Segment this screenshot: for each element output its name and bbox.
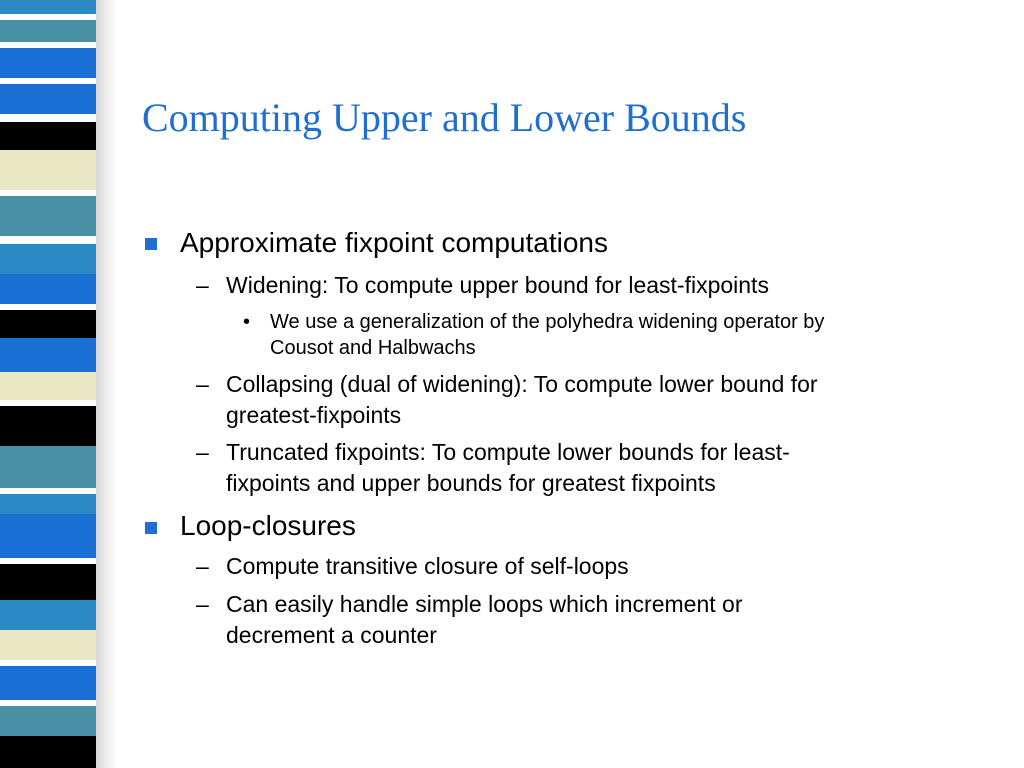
sub-bullet-item: Widening: To compute upper bound for least-fixpoints <box>226 272 769 298</box>
bullet-item: Loop-closures <box>180 510 356 541</box>
square-bullet-icon <box>145 238 157 250</box>
sub-bullet-line: greatest-fixpoints <box>226 402 402 428</box>
sub-bullet-line: Truncated fixpoints: To compute lower bounds for least- <box>226 439 790 465</box>
slide-title: Computing Upper and Lower Bounds <box>142 95 747 140</box>
sub-sub-bullet-line: Cousot and Halbwachs <box>270 337 476 359</box>
sub-bullet-item: Compute transitive closure of self-loops <box>226 553 629 579</box>
dot-bullet-icon: • <box>243 311 251 333</box>
dash-bullet-icon: – <box>196 439 209 465</box>
dash-bullet-icon: – <box>196 553 209 579</box>
sub-bullet-line: decrement a counter <box>226 622 437 648</box>
sub-sub-bullet-line: We use a generalization of the polyhedra widening operator by <box>270 311 825 333</box>
dash-bullet-icon: – <box>196 371 209 397</box>
sub-bullet-line: Can easily handle simple loops which increment or <box>226 591 743 617</box>
dash-bullet-icon: – <box>196 591 209 617</box>
square-bullet-icon <box>145 522 157 534</box>
sub-bullet-line: Collapsing (dual of widening): To compute lower bound for <box>226 371 818 397</box>
dash-bullet-icon: – <box>196 272 209 298</box>
bullet-item: Approximate fixpoint computations <box>180 227 608 258</box>
sub-bullet-line: fixpoints and upper bounds for greatest fixpoints <box>226 470 716 496</box>
